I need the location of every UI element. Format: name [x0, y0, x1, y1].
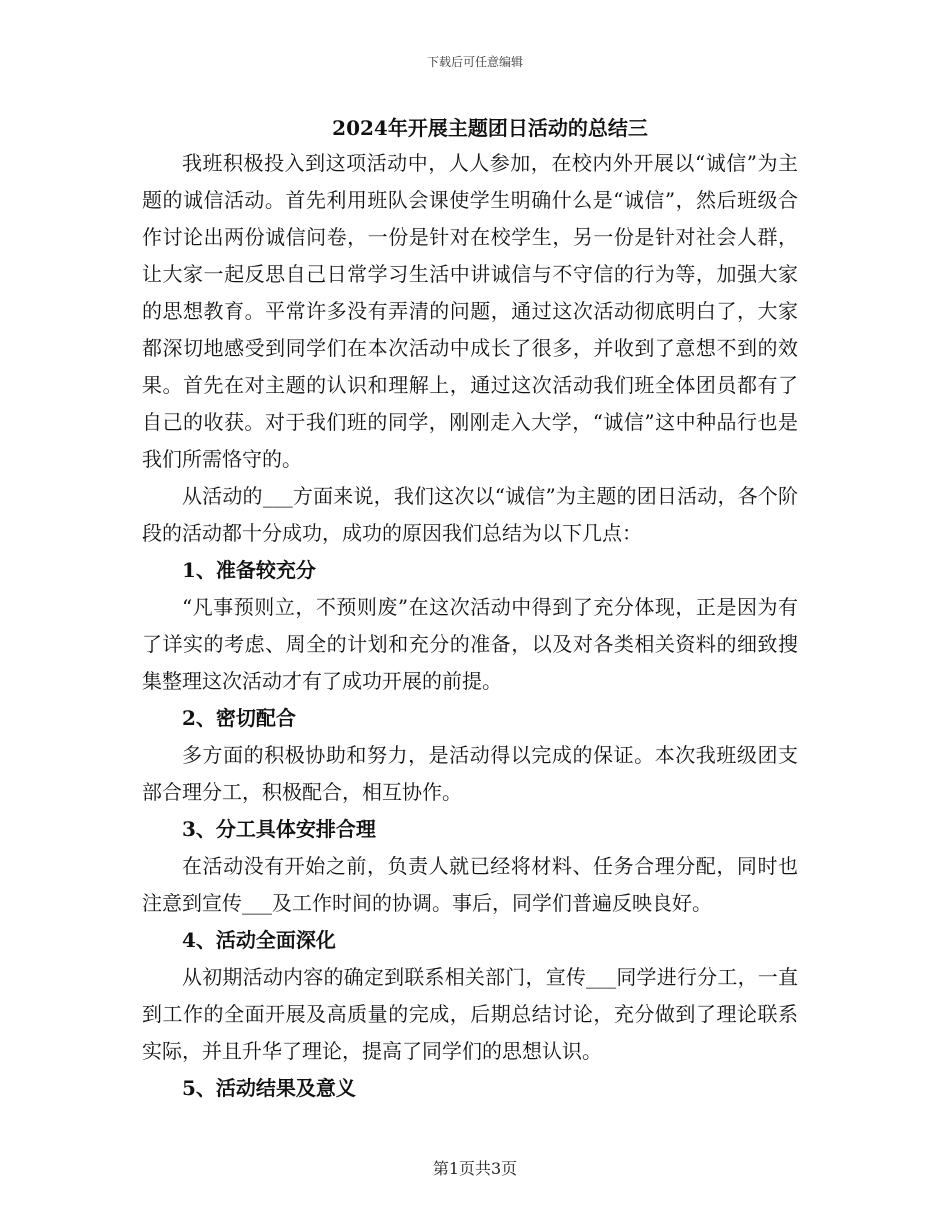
section-heading: 2、密切配合: [182, 706, 296, 730]
intro-paragraph: 从活动的___方面来说，我们这次以“诚信”为主题的团日活动，各个阶段的活动都十分成功，成功的原因我们总结为以下几点：: [142, 484, 798, 545]
section-heading: 5、活动结果及意义: [182, 1076, 356, 1100]
section-body: 在活动没有开始之前，负责人就已经将材料、任务合理分配，同时也注意到宣传___及工作时间的协调。事后，同学们普遍反映良好。: [142, 854, 798, 915]
section-body: 从初期活动内容的确定到联系相关部门，宣传___同学进行分工，一直到工作的全面开展及高质量的完成，后期总结讨论，充分做到了理论联系实际，并且升华了理论，提高了同学们的思想认识。: [142, 965, 798, 1063]
section-heading: 4、活动全面深化: [182, 928, 336, 952]
section-body: “凡事预则立，不预则废”在这次活动中得到了充分体现，正是因为有了详实的考虑、周全的计划和充分的准备，以及对各类相关资料的细致搜集整理这次活动才有了成功开展的前提。: [142, 595, 798, 693]
document-title: 2024年开展主题团日活动的总结三: [332, 116, 648, 140]
section-1: [142, 552, 798, 700]
section-heading: 1、准备较充分: [182, 558, 316, 582]
page-number: 第1页共3页: [432, 1159, 518, 1178]
section-heading: 3、分工具体安排合理: [182, 817, 376, 841]
section-5: [142, 1070, 798, 1107]
document-body: [142, 113, 798, 1107]
section-3: [142, 811, 798, 922]
page-header: 下载后可任意编辑: [426, 55, 523, 69]
section-body: 多方面的积极协助和努力，是活动得以完成的保证。本次我班级团支部合理分工，积极配合，相互协作。: [142, 743, 798, 804]
section-2: [142, 700, 798, 811]
intro-paragraph: 我班积极投入到这项活动中，人人参加，在校内外开展以“诚信”为主题的诚信活动。首先利用班队会课使学生明确什么是“诚信”，然后班级合作讨论出两份诚信问卷，一份是针对在校学生，另一份是针对社会人群，让大家一起反思自己日常学习生活中讲诚信与不守信的行为等，加强大家的思想教育。平常许多没有弄清的问题，通过这次活动彻底明白了，大家都深切地感受到同学们在本次活动中成长了很多，并收到了意想不到的效果。首先在对主题的认识和理解上，通过这次活动我们班全体团员都有了自己的收获。对于我们班的同学，刚刚走入大学，“诚信”这中种品行也是我们所需恪守的。: [142, 151, 798, 471]
section-4: [142, 922, 798, 1070]
